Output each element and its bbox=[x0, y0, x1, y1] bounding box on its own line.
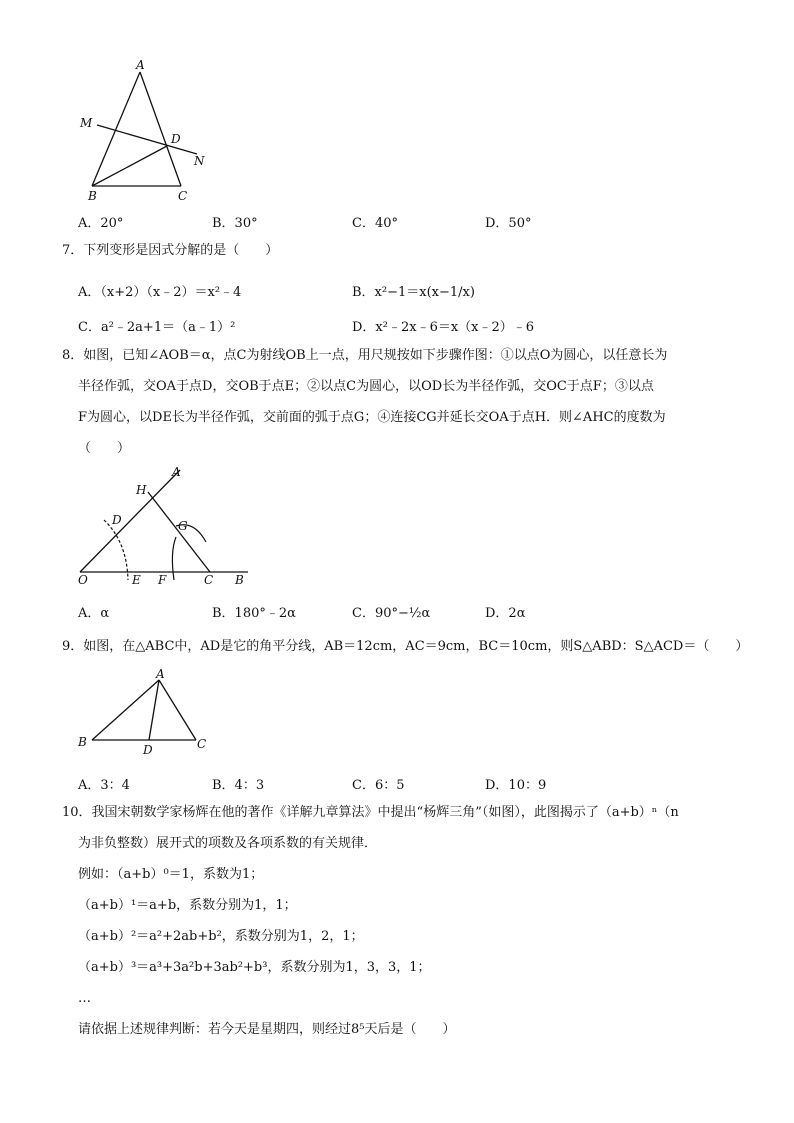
q10-question: 请依据上述规律判断：若今天是星期四，则经过8⁵天后是（ ） bbox=[78, 1022, 456, 1037]
q8-option-a: A．α bbox=[78, 606, 110, 621]
q9-stem: 9．如图，在△ABC中，AD是它的角平分线，AB＝12cm，AC＝9cm，BC＝10cm，则S△ABD：S△ACD＝（ ） bbox=[62, 639, 749, 654]
q10-example-3: （a+b）³＝a³+3a²b+3ab²+b³，系数分别为1，3，3，1； bbox=[78, 960, 431, 975]
q7-option-c: C．a²﹣2a+1＝（a﹣1）² bbox=[78, 320, 236, 335]
figure-q8 bbox=[72, 462, 252, 587]
label-B: B bbox=[235, 573, 244, 587]
q9-option-b: B．4：3 bbox=[212, 778, 265, 793]
q6-option-b: B．30° bbox=[212, 216, 258, 231]
q7-stem: 7．下列变形是因式分解的是（ ） bbox=[62, 243, 279, 258]
label-N: N bbox=[194, 154, 205, 168]
q8-option-d: D．2α bbox=[485, 606, 526, 621]
label-C: C bbox=[197, 737, 207, 751]
q8-line2: 半径作弧，交OA于点D，交OB于点E；②以点C为圆心，以OD长为半径作弧，交OC于点F；③以点 bbox=[78, 379, 654, 394]
figure-q9 bbox=[72, 666, 212, 758]
q10-example-2: （a+b）²＝a²+2ab+b²，系数分别为1，2，1； bbox=[78, 929, 364, 944]
q8-line3: F为圆心，以DE长为半径作弧，交前面的弧于点G；④连接CG并延长交OA于点H．则∠AHC的度数为 bbox=[78, 410, 666, 425]
label-A: A bbox=[172, 465, 181, 479]
q8-line4: （ ） bbox=[78, 441, 131, 456]
label-D: D bbox=[112, 513, 122, 527]
q9-option-a: A．3：4 bbox=[78, 778, 130, 793]
q10-line1: 10．我国宋朝数学家杨辉在他的著作《详解九章算法》中提出“杨辉三角”（如图），此图揭示了（a+b）ⁿ（n bbox=[62, 805, 679, 820]
label-D: D bbox=[171, 132, 181, 146]
q6-option-c: C．40° bbox=[352, 216, 398, 231]
q7-option-a: A．（x+2）（x﹣2）＝x²﹣4 bbox=[78, 285, 242, 300]
label-C: C bbox=[178, 189, 188, 203]
label-A: A bbox=[136, 58, 145, 72]
q9-option-c: C．6：5 bbox=[352, 778, 405, 793]
label-M: M bbox=[80, 116, 93, 130]
q10-ellipsis: … bbox=[78, 991, 91, 1006]
q6-option-d: D．50° bbox=[485, 216, 532, 231]
q9-option-d: D．10：9 bbox=[485, 778, 547, 793]
label-B: B bbox=[78, 735, 87, 749]
q10-example-0: 例如：（a+b）⁰＝1，系数为1； bbox=[78, 867, 264, 882]
label-F: F bbox=[158, 573, 167, 587]
q10-example-1: （a+b）¹＝a+b，系数分别为1，1； bbox=[78, 898, 297, 913]
label-O: O bbox=[78, 573, 88, 587]
label-D: D bbox=[143, 743, 153, 757]
q8-line1: 8．如图，已知∠AOB＝α，点C为射线OB上一点，用尺规按如下步骤作图：①以点O为圆心，以任意长为 bbox=[62, 348, 668, 363]
label-G: G bbox=[178, 519, 188, 533]
figure-q6 bbox=[70, 55, 220, 205]
q7-option-b: B．x²−1＝x(x−1/x) bbox=[352, 285, 475, 300]
q8-option-b: B．180°﹣2α bbox=[212, 606, 296, 621]
q10-line2: 为非负整数）展开式的项数及各项系数的有关规律． bbox=[78, 836, 378, 851]
label-B: B bbox=[88, 189, 97, 203]
q8-option-c: C．90°−½α bbox=[352, 606, 431, 621]
q6-option-a: A．20° bbox=[78, 216, 124, 231]
label-A: A bbox=[156, 667, 165, 681]
label-C: C bbox=[204, 573, 214, 587]
label-E: E bbox=[132, 573, 141, 587]
q7-option-d: D．x²﹣2x﹣6＝x（x﹣2）﹣6 bbox=[352, 320, 535, 335]
label-H: H bbox=[136, 483, 147, 497]
